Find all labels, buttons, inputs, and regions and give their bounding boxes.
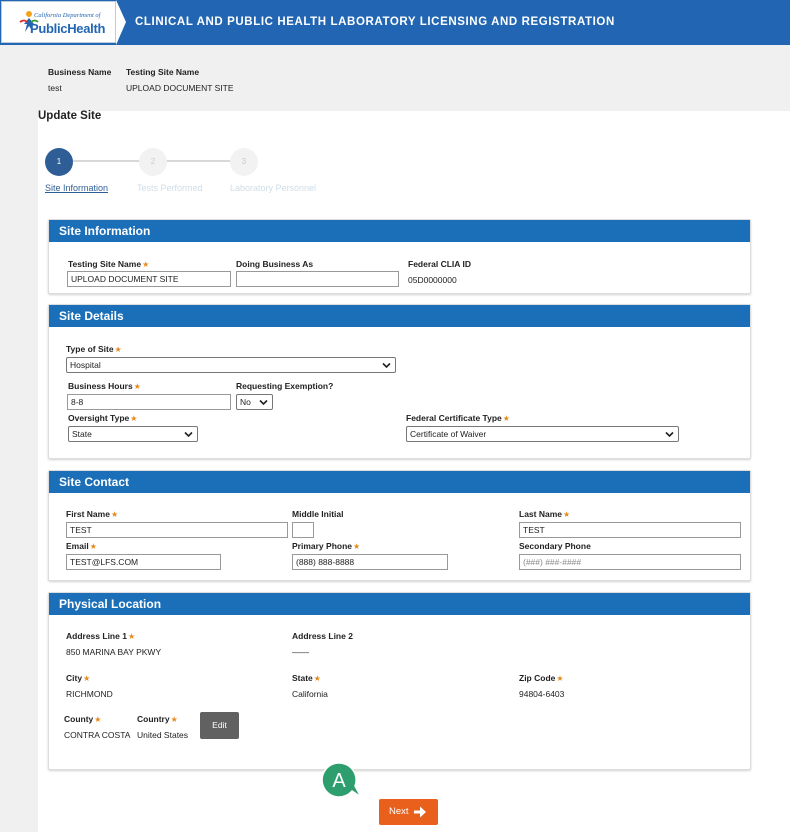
business-name-value: test bbox=[48, 83, 62, 93]
state-label: State★ bbox=[292, 673, 321, 683]
chevron-down-icon bbox=[259, 399, 268, 406]
page-title: Update Site bbox=[38, 110, 102, 122]
cdph-logo[interactable] bbox=[1, 1, 116, 43]
required-star-icon: ★ bbox=[94, 715, 102, 724]
business-name-label: Business Name bbox=[48, 67, 112, 77]
city-value: RICHMOND bbox=[66, 689, 113, 699]
zip-code-label: Zip Code★ bbox=[519, 673, 564, 683]
county-value: CONTRA COSTA bbox=[64, 730, 131, 740]
chevron-down-icon bbox=[382, 362, 391, 369]
city-label: City★ bbox=[66, 673, 91, 683]
email-label: Email★ bbox=[66, 541, 97, 551]
primary-phone-label: Primary Phone★ bbox=[292, 541, 361, 551]
arrow-right-icon bbox=[412, 804, 428, 820]
federal-certificate-type-select[interactable] bbox=[406, 426, 679, 442]
step-1-label[interactable]: Site Information bbox=[45, 183, 109, 193]
record-info-strip bbox=[0, 45, 790, 111]
required-star-icon: ★ bbox=[170, 715, 178, 724]
federal-clia-label: Federal CLIA ID bbox=[408, 259, 471, 269]
app-title: CLINICAL AND PUBLIC HEALTH LABORATORY LICENSING AND REGISTRATION bbox=[135, 16, 615, 28]
required-star-icon: ★ bbox=[502, 414, 510, 423]
testing-site-label: Testing Site Name bbox=[126, 67, 200, 77]
site-details-heading: Site Details bbox=[49, 305, 750, 327]
secondary-phone-label: Secondary Phone bbox=[519, 541, 591, 551]
required-star-icon: ★ bbox=[353, 542, 361, 551]
required-star-icon: ★ bbox=[127, 632, 136, 641]
address-line-2-value: —— bbox=[292, 647, 309, 657]
doing-business-as-label: Doing Business As bbox=[236, 259, 314, 269]
callout-a-marker bbox=[318, 761, 362, 799]
business-hours-input[interactable]: 8-8 bbox=[67, 394, 231, 410]
step-2-label[interactable]: Tests Performed bbox=[137, 183, 203, 193]
requesting-exemption-select[interactable] bbox=[236, 394, 273, 410]
federal-certificate-type-label: Federal Certificate Type★ bbox=[406, 413, 510, 423]
required-star-icon: ★ bbox=[313, 674, 321, 683]
last-name-input[interactable]: TEST bbox=[519, 522, 741, 538]
country-value: United States bbox=[137, 730, 189, 740]
step-connector-2 bbox=[166, 160, 230, 162]
required-star-icon: ★ bbox=[133, 382, 141, 391]
address-line-2-label: Address Line 2 bbox=[292, 631, 353, 641]
left-gutter bbox=[0, 111, 38, 832]
required-star-icon: ★ bbox=[130, 414, 138, 423]
middle-initial-input[interactable] bbox=[292, 522, 314, 538]
logo-title: PublicHealth bbox=[30, 21, 106, 36]
testing-site-value: UPLOAD DOCUMENT SITE bbox=[126, 83, 234, 93]
required-star-icon: ★ bbox=[114, 345, 122, 354]
site-contact-heading: Site Contact bbox=[49, 471, 750, 493]
required-star-icon: ★ bbox=[563, 510, 571, 519]
physical-location-panel bbox=[48, 592, 751, 770]
site-information-heading: Site Information bbox=[49, 220, 750, 242]
required-star-icon: ★ bbox=[89, 542, 97, 551]
last-name-label: Last Name★ bbox=[519, 509, 571, 519]
country-label: Country★ bbox=[137, 714, 178, 724]
primary-phone-input[interactable]: (888) 888-8888 bbox=[292, 554, 448, 570]
step-3-label[interactable]: Laboratory Personnel bbox=[230, 183, 317, 193]
secondary-phone-input[interactable]: (###) ###-#### bbox=[519, 554, 741, 570]
federal-clia-value: 05D0000000 bbox=[408, 275, 457, 285]
callout-a-letter: A bbox=[332, 770, 346, 792]
oversight-type-label: Oversight Type★ bbox=[68, 413, 138, 423]
first-name-input[interactable]: TEST bbox=[66, 522, 288, 538]
state-value: California bbox=[292, 689, 328, 699]
middle-initial-label: Middle Initial bbox=[292, 509, 344, 519]
required-star-icon: ★ bbox=[142, 260, 150, 269]
county-label: County★ bbox=[64, 714, 102, 724]
oversight-type-select[interactable] bbox=[68, 426, 198, 442]
first-name-label: First Name★ bbox=[66, 509, 119, 519]
required-star-icon: ★ bbox=[110, 510, 119, 519]
business-hours-label: Business Hours★ bbox=[68, 381, 141, 391]
logo-arrow-shape bbox=[116, 0, 126, 45]
edit-address-button[interactable]: Edit bbox=[200, 712, 239, 739]
chevron-down-icon bbox=[665, 431, 674, 438]
testing-site-name-label: Testing Site Name★ bbox=[68, 259, 150, 269]
zip-code-value: 94804-6403 bbox=[519, 689, 565, 699]
top-header-bar bbox=[0, 0, 790, 45]
address-line-1-value: 850 MARINA BAY PKWY bbox=[66, 647, 162, 657]
address-line-1-label: Address Line 1★ bbox=[66, 631, 136, 641]
required-star-icon: ★ bbox=[556, 674, 564, 683]
required-star-icon: ★ bbox=[83, 674, 91, 683]
next-button-label: Next bbox=[389, 806, 409, 817]
next-button[interactable] bbox=[379, 799, 438, 825]
logo-subtitle: California Department of bbox=[34, 12, 101, 19]
requesting-exemption-label: Requesting Exemption? bbox=[236, 381, 334, 391]
physical-location-heading: Physical Location bbox=[49, 593, 750, 615]
chevron-down-icon bbox=[184, 431, 193, 438]
type-of-site-selected: Hospital bbox=[70, 360, 101, 370]
email-input[interactable]: TEST@LFS.COM bbox=[66, 554, 221, 570]
testing-site-name-input[interactable]: UPLOAD DOCUMENT SITE bbox=[67, 271, 231, 287]
step-2-circle[interactable]: 2 bbox=[139, 148, 167, 176]
oversight-type-selected: State bbox=[72, 429, 92, 439]
type-of-site-select[interactable] bbox=[66, 357, 396, 373]
requesting-exemption-selected: No bbox=[240, 397, 251, 407]
federal-certificate-type-selected: Certificate of Waiver bbox=[410, 429, 487, 439]
doing-business-as-input[interactable] bbox=[236, 271, 399, 287]
step-1-circle[interactable]: 1 bbox=[45, 148, 73, 176]
type-of-site-label: Type of Site★ bbox=[66, 344, 122, 354]
step-3-circle[interactable]: 3 bbox=[230, 148, 258, 176]
